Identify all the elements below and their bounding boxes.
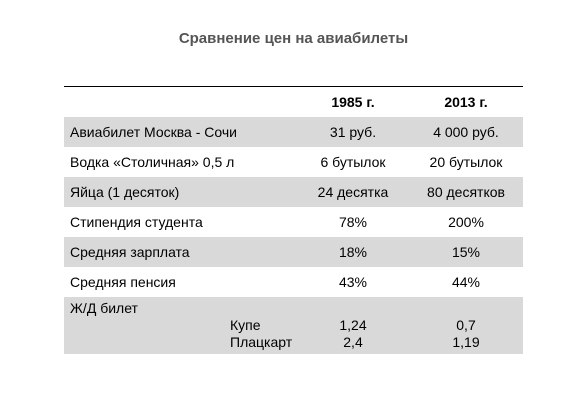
- cell-1985: 18%: [338, 244, 368, 260]
- table-row: [64, 207, 523, 237]
- header-cell-2013: 2013 г.: [444, 94, 488, 110]
- cell-1985: 6 бутылок: [320, 154, 386, 170]
- rail-coupe-2013: 0,7: [456, 317, 476, 333]
- row-label: Средняя зарплата: [70, 244, 190, 260]
- cell-2013: 44%: [451, 274, 481, 290]
- rail-sub-platzkart: Плацкарт: [230, 334, 293, 350]
- row-label: Средняя пенсия: [70, 274, 176, 290]
- table-row: [64, 237, 523, 267]
- cell-1985: [297, 297, 409, 354]
- table-row-rail-ticket: [64, 297, 523, 354]
- cell-1985: 43%: [338, 274, 368, 290]
- row-label: Водка «Столичная» 0,5 л: [70, 154, 235, 170]
- cell-2013: 15%: [451, 244, 481, 260]
- cell-2013: 4 000 руб.: [433, 124, 499, 140]
- table-row: [64, 177, 523, 207]
- rail-sub-coupe: Купе: [230, 317, 261, 333]
- row-label: Авиабилет Москва - Сочи: [70, 124, 237, 140]
- cell-2013: [409, 297, 523, 354]
- rail-label: Ж/Д билет: [70, 300, 138, 316]
- cell-1985: 24 десятка: [317, 184, 389, 200]
- table-row: [64, 267, 523, 297]
- rail-coupe-1985: 1,24: [339, 317, 367, 333]
- row-label: [64, 297, 297, 354]
- chart-title: Сравнение цен на авиабилеты: [178, 30, 409, 47]
- row-label: Стипендия студента: [70, 214, 203, 230]
- table-row: [64, 117, 523, 147]
- table-header-row: [64, 87, 523, 117]
- table-row: [64, 147, 523, 177]
- rail-platzkart-1985: 2,4: [343, 334, 363, 350]
- cell-1985: 31 руб.: [329, 124, 377, 140]
- rail-platzkart-2013: 1,19: [452, 334, 480, 350]
- cell-2013: 80 десятков: [427, 184, 505, 200]
- header-cell-1985: 1985 г.: [331, 94, 375, 110]
- price-table: [64, 86, 523, 354]
- cell-2013: 20 бутылок: [429, 154, 503, 170]
- row-label: Яйца (1 десяток): [70, 184, 180, 200]
- cell-1985: 78%: [338, 214, 368, 230]
- cell-2013: 200%: [448, 214, 484, 230]
